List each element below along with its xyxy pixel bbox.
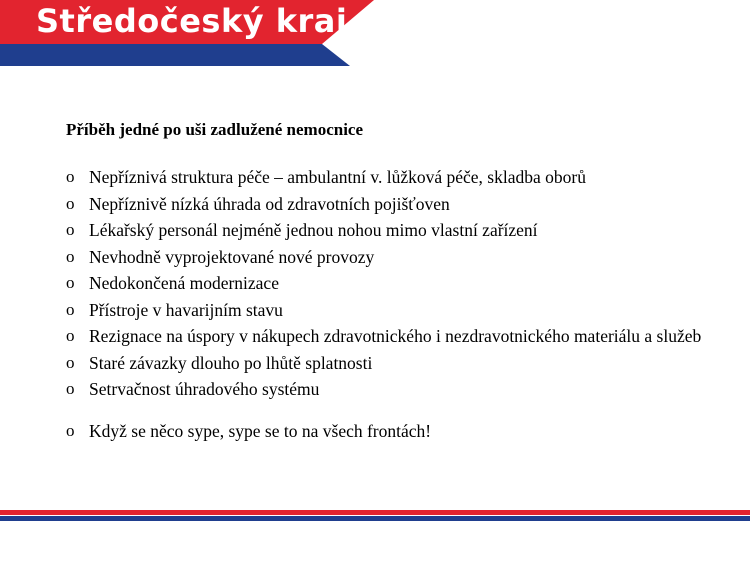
list-item-text: Staré závazky dlouho po lhůtě splatnosti	[89, 352, 373, 373]
bullet-marker: o	[66, 167, 75, 186]
slide-heading: Příběh jedné po uši zadlužené nemocnice	[66, 120, 364, 139]
list-item	[66, 217, 726, 244]
bullet-marker: o	[66, 193, 75, 213]
header-banner	[0, 0, 380, 68]
list-item-text: Nepříznivá struktura péče – ambulantní v. lůžková péče, skladba oborů	[89, 167, 586, 187]
list-item-text: Setrvačnost úhradového systému	[89, 379, 320, 399]
list-item	[66, 244, 726, 271]
footer-red-stripe	[0, 510, 750, 515]
list-item	[66, 270, 726, 297]
list-item-final	[66, 418, 726, 445]
list-item-text: Přístroje v havarijním stavu	[89, 299, 283, 320]
list-item-text: Nedokončená modernizace	[89, 273, 279, 293]
bullet-marker: o	[66, 379, 75, 398]
list-item	[66, 191, 726, 218]
bullet-marker: o	[66, 420, 75, 440]
bullet-marker: o	[66, 352, 75, 372]
list-item	[66, 323, 726, 350]
bullet-marker: o	[66, 246, 75, 266]
list-item-text: Nevhodně vyprojektované nové provozy	[89, 246, 375, 267]
bullet-list	[66, 164, 726, 444]
header-blue-band	[0, 44, 350, 66]
footer-stripes	[0, 510, 750, 521]
bullet-marker: o	[66, 299, 75, 319]
footer-blue-stripe	[0, 516, 750, 521]
bullet-marker: o	[66, 220, 75, 239]
list-item	[66, 297, 726, 324]
list-item	[66, 350, 726, 377]
list-item-text: Lékařský personál nejméně jednou nohou mimo vlastní zařízení	[89, 220, 538, 240]
slide-content	[66, 120, 726, 444]
list-item-text: Nepříznivě nízká úhrada od zdravotních pojišťoven	[89, 193, 450, 214]
header-title: Středočeský kraj	[36, 2, 348, 40]
list-item-text: Když se něco sype, sype se to na všech frontách!	[89, 420, 432, 441]
list-item	[66, 164, 726, 191]
list-item	[66, 376, 726, 403]
bullet-marker: o	[66, 326, 75, 345]
bullet-marker: o	[66, 273, 75, 292]
list-item-text: Rezignace na úspory v nákupech zdravotnického i nezdravotnického materiálu a služeb	[89, 326, 702, 346]
